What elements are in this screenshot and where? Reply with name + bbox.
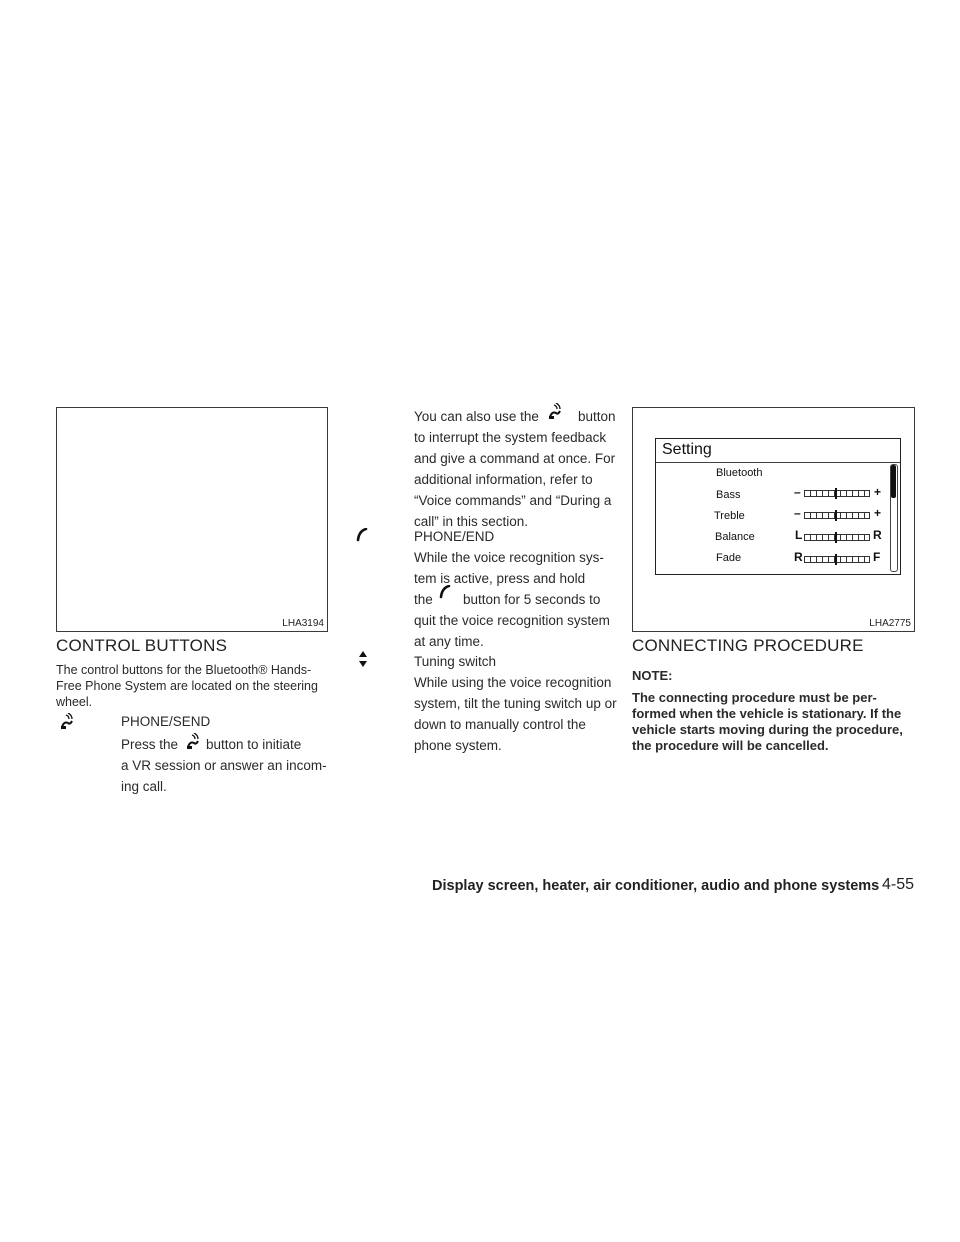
figure-code: LHA3194 (282, 618, 324, 629)
setting-screen (655, 438, 901, 575)
phone-send-label: PHONE/SEND (121, 714, 211, 729)
tuning-switch-text: While using the voice recognition system, tilt the tuning switch up or down to manually control the phone system. (414, 675, 617, 753)
phone-send-text-before: Press the (121, 737, 179, 752)
screen-divider (656, 462, 900, 463)
figure-code: LHA2775 (869, 618, 911, 629)
treble-slider[interactable] (804, 512, 870, 519)
phone-end-the: the (414, 592, 433, 607)
balance-slider[interactable] (804, 534, 870, 541)
balance-right-symbol: R (873, 528, 882, 542)
phone-end-after-icon: button for 5 seconds to (463, 592, 601, 607)
section-heading-control-buttons: CONTROL BUTTONS (56, 636, 228, 655)
balance-left-symbol: L (795, 528, 803, 542)
screen-scrollbar-thumb[interactable] (891, 465, 896, 498)
balance-slider-knob[interactable] (835, 532, 837, 543)
interrupt-text-before: You can also use the (414, 409, 539, 424)
phone-send-icon (60, 713, 76, 736)
treble-right-symbol: + (874, 506, 882, 520)
footer-section-text: Display screen, heater, air conditioner, audio and phone systems (432, 878, 880, 894)
phone-end-line1: While the voice recognition sys-tem is active, press and hold (414, 550, 604, 586)
interrupt-text-after: button (578, 409, 616, 424)
interrupt-text-rest: to interrupt the system feedback and give a command at once. For additional information, refer to “Voice commands” and “During a call” in this section. (414, 430, 616, 529)
menu-item-bass[interactable]: Bass (716, 489, 741, 501)
phone-send-icon (186, 733, 202, 756)
fade-slider[interactable] (804, 556, 870, 563)
menu-item-bluetooth[interactable]: Bluetooth (716, 467, 763, 479)
screen-title: Setting (662, 441, 712, 458)
menu-item-fade[interactable]: Fade (716, 552, 742, 564)
intro-paragraph: The control buttons for the Bluetooth® Hands-Free Phone System are located on the steering wheel. (56, 663, 318, 709)
tuning-switch-icon (358, 651, 368, 672)
treble-left-symbol: – (794, 506, 801, 520)
menu-item-balance[interactable]: Balance (715, 531, 755, 543)
phone-end-rest: quit the voice recognition system at any time. (414, 613, 610, 649)
fade-left-symbol: R (794, 550, 803, 564)
fade-right-symbol: F (873, 550, 881, 564)
bass-left-symbol: – (794, 485, 801, 499)
bass-slider-knob[interactable] (835, 488, 837, 499)
tuning-switch-label: Tuning switch (414, 654, 497, 669)
phone-send-icon (548, 403, 564, 426)
section-heading-connecting-procedure: CONNECTING PROCEDURE (632, 636, 864, 655)
phone-send-text-after: button to initiate (206, 737, 302, 752)
phone-end-icon (439, 585, 451, 604)
bass-right-symbol: + (874, 485, 882, 499)
note-text: The connecting procedure must be per-formed when the vehicle is stationary. If the vehicle starts moving during the procedure, the procedure will be cancelled. (632, 690, 903, 753)
phone-end-label: PHONE/END (414, 529, 495, 544)
treble-slider-knob[interactable] (835, 510, 837, 521)
note-label: NOTE: (632, 668, 673, 683)
menu-item-treble[interactable]: Treble (714, 510, 745, 522)
phone-send-text-rest: a VR session or answer an incom-ing call. (121, 758, 327, 794)
footer-section-title (432, 878, 879, 894)
page-number: 4-55 (882, 876, 915, 893)
figure-control-buttons (56, 407, 328, 632)
phone-end-icon (356, 528, 368, 547)
fade-slider-knob[interactable] (835, 554, 837, 565)
bass-slider[interactable] (804, 490, 870, 497)
